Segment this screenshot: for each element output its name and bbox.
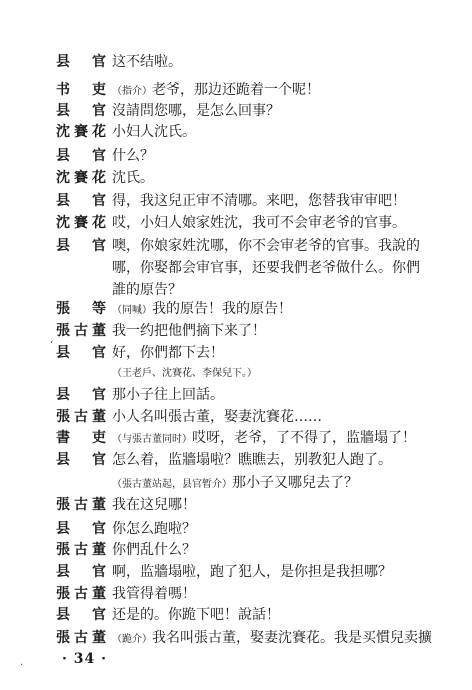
- spoken-text: 老爷，那边还跪着一个呢！: [152, 82, 320, 98]
- dialogue-text: [112, 409, 322, 425]
- speaker-name: 县 官: [56, 238, 106, 254]
- speaker-name: 張古董: [56, 586, 106, 602]
- page-number: · 34 ·: [62, 651, 107, 667]
- dialogue-text: [112, 124, 196, 140]
- spoken-text: 那小子往上回話。: [112, 387, 224, 403]
- dialogue-text: [112, 607, 280, 623]
- dialogue-text: [112, 282, 182, 298]
- spoken-text: 哎，小妇人娘家姓沈，我可不会审老爷的官事。: [112, 215, 406, 231]
- stage-direction: （王老戶、沈賽花、李保兒下。）: [112, 368, 257, 379]
- spoken-text: 誰的原告？: [112, 282, 182, 298]
- spoken-text: 我在这兒哪！: [112, 497, 196, 513]
- speaker-name: 县 官: [56, 521, 106, 537]
- dialogue-text: [112, 103, 280, 119]
- dialogue-text: [112, 193, 406, 209]
- speaker-name: 县 官: [56, 387, 106, 403]
- speaker-name: 县 官: [56, 103, 106, 119]
- spoken-text: 小妇人沈氏。: [112, 124, 196, 140]
- spoken-text: 我的原告！我的原告！: [152, 301, 292, 317]
- dialogue-text: [112, 260, 420, 276]
- dialogue-line: [0, 54, 472, 84]
- dialogue-text: [112, 586, 196, 602]
- spoken-text: 啊，监牆塌啦，跑了犯人，是你担是我担哪？: [112, 564, 392, 580]
- dialogue-text: [112, 564, 392, 580]
- spoken-text: 我名叫張古董，娶妻沈賽花。我是买慣兒卖擴: [152, 630, 432, 646]
- spoken-text: 沒請問您哪，是怎么回事？: [112, 103, 280, 119]
- spoken-text: 得，我这兒正审不清哪。来吧，您替我审审吧！: [112, 193, 406, 209]
- speaker-name: 县 官: [56, 193, 106, 209]
- speaker-name: 沈賽花: [56, 170, 106, 186]
- speaker-name: 張古董: [56, 409, 106, 425]
- speaker-name: 书 吏: [56, 82, 106, 98]
- spoken-text: 那小子又哪兒去了？: [232, 475, 358, 491]
- speaker-name: 張古董: [56, 542, 106, 558]
- speaker-name: 县 官: [56, 607, 106, 623]
- speaker-name: 沈賽花: [56, 215, 106, 231]
- dialogue-text: [112, 238, 420, 254]
- spoken-text: 这不结啦。: [112, 54, 182, 70]
- action-note: （同喊）: [112, 305, 152, 316]
- action-note: （指介）: [112, 86, 152, 97]
- speaker-name: 县 官: [56, 452, 106, 468]
- spoken-text: 哎呀，老爷，了不得了，监牆塌了！: [192, 430, 416, 446]
- dialogue-text: [112, 301, 292, 319]
- speaker-name: 張古董: [56, 323, 106, 339]
- speaker-name: 县 官: [56, 54, 106, 70]
- spoken-text: 我一约把他們摘下来了！: [112, 323, 266, 339]
- action-note: （与張古董同时）: [112, 434, 192, 445]
- dialogue-text: [112, 82, 320, 100]
- dialogue-text: [112, 430, 416, 448]
- speaker-name: 張 等: [56, 301, 106, 317]
- spoken-text: 怎么着，监牆塌啦？瞧瞧去，别教犯人跑了。: [112, 452, 392, 468]
- dialogue-text: [112, 215, 406, 231]
- spoken-text: 沈氏。: [112, 170, 154, 186]
- dialogue-text: [112, 497, 196, 513]
- dialogue-text: [112, 542, 196, 558]
- dialogue-text: [112, 345, 224, 361]
- speaker-name: 县 官: [56, 148, 106, 164]
- dialogue-text: [112, 170, 154, 186]
- spoken-text: 什么？: [112, 148, 154, 164]
- spoken-text: 哪，你娶都会审官事，还要我們老爷做什么。你們: [112, 260, 420, 276]
- speaker-name: 县 官: [56, 345, 106, 361]
- speaker-name: 張古董: [56, 497, 106, 513]
- dialogue-text: [112, 148, 154, 164]
- action-note: （張古董站起，县官暂介）: [112, 479, 232, 490]
- speaker-name: 县 官: [56, 564, 106, 580]
- dialogue-text: [112, 521, 196, 537]
- speaker-name: 沈賽花: [56, 124, 106, 140]
- dialogue-text: [112, 387, 224, 403]
- speaker-name: 張古董: [56, 630, 106, 646]
- dialogue-text: [112, 630, 432, 648]
- spoken-text: 小人名叫張古董，娶妻沈賽花……: [112, 409, 322, 425]
- spoken-text: 还是的。你跪下吧！說話！: [112, 607, 280, 623]
- spoken-text: 你怎么跑啦？: [112, 521, 196, 537]
- dialogue-text: [112, 475, 358, 493]
- margin-mark: ·: [20, 660, 24, 671]
- margin-mark: ‘: [50, 340, 54, 351]
- dialogue-text: [112, 323, 266, 339]
- spoken-text: 你們乱什么？: [112, 542, 196, 558]
- dialogue-text: [112, 452, 392, 468]
- spoken-text: 好，你們都下去！: [112, 345, 224, 361]
- spoken-text: 我管得着嗎！: [112, 586, 196, 602]
- dialogue-text: [112, 54, 182, 70]
- speaker-name: 書 吏: [56, 430, 106, 446]
- action-note: （跪介）: [112, 634, 152, 645]
- spoken-text: 噢，你娘家姓沈哪，你不会审老爷的官事。我說的: [112, 238, 420, 254]
